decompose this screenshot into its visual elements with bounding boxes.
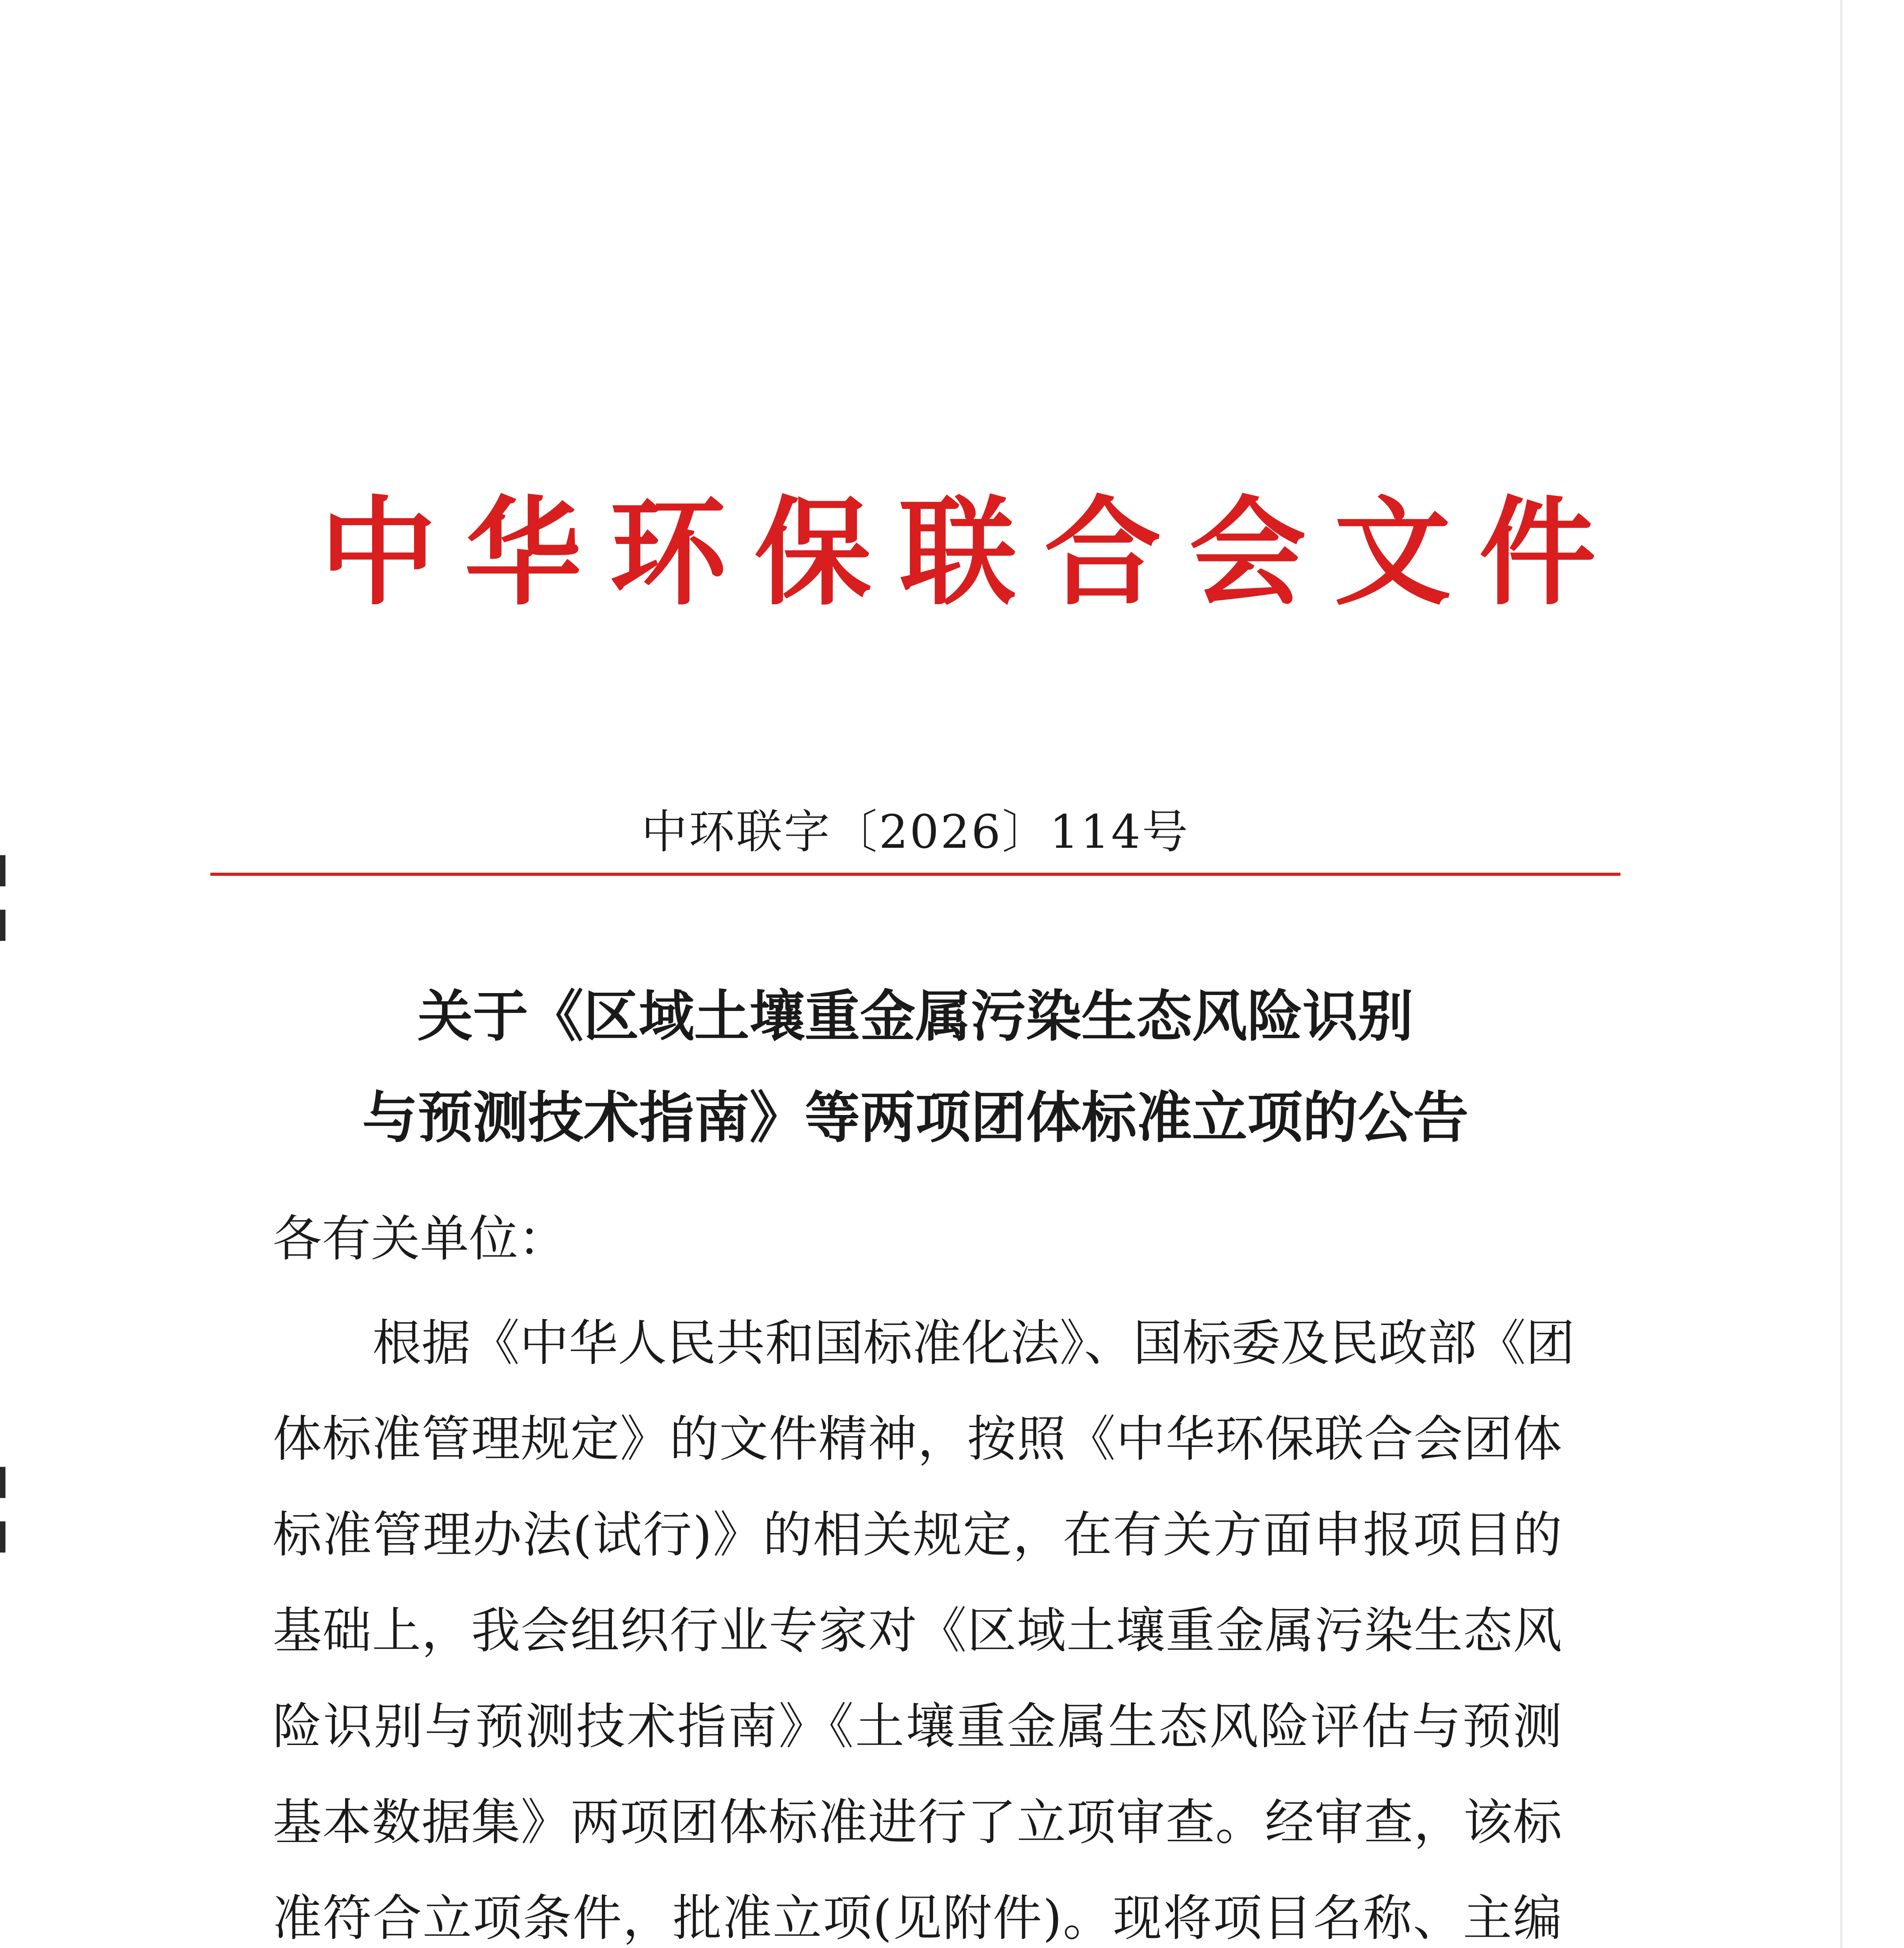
red-divider-line bbox=[210, 873, 1620, 876]
scan-edge-shadow bbox=[1840, 0, 1842, 1948]
body-text bbox=[273, 1295, 1575, 1948]
body-line: 基本数据集》两项团体标准进行了立项审查。经审查，该标 bbox=[273, 1794, 1562, 1851]
binding-mark bbox=[0, 855, 5, 886]
body-line: 根据《中华人民共和国标准化法》、国标委及民政部《团 bbox=[372, 1315, 1575, 1372]
salutation: 各有关单位： bbox=[273, 1210, 567, 1267]
binding-mark bbox=[0, 1521, 5, 1553]
binding-mark bbox=[0, 910, 5, 941]
body-line: 基础上，我会组织行业专家对《区域土壤重金属污染生态风 bbox=[273, 1602, 1562, 1659]
body-line: 体标准管理规定》的文件精神，按照《中华环保联合会团体 bbox=[273, 1410, 1562, 1468]
document-number: 中环联字〔2026〕114号 bbox=[641, 805, 1190, 859]
body-line: 准符合立项条件，批准立项(见附件)。现将项目名称、主编 bbox=[273, 1890, 1562, 1947]
title-line-1: 关于《区域土壤重金属污染生态风险识别 bbox=[418, 985, 1413, 1049]
binding-mark bbox=[0, 1467, 5, 1498]
letterhead-title: 中华环保联合会文件 bbox=[320, 485, 1624, 621]
title-line-2: 与预测技术指南》等两项团体标准立项的公告 bbox=[362, 1086, 1469, 1150]
body-line: 标准管理办法(试行)》的相关规定，在有关方面申报项目的 bbox=[273, 1506, 1562, 1563]
body-line: 险识别与预测技术指南》《土壤重金属生态风险评估与预测 bbox=[273, 1698, 1562, 1755]
announcement-title bbox=[210, 966, 1620, 1169]
